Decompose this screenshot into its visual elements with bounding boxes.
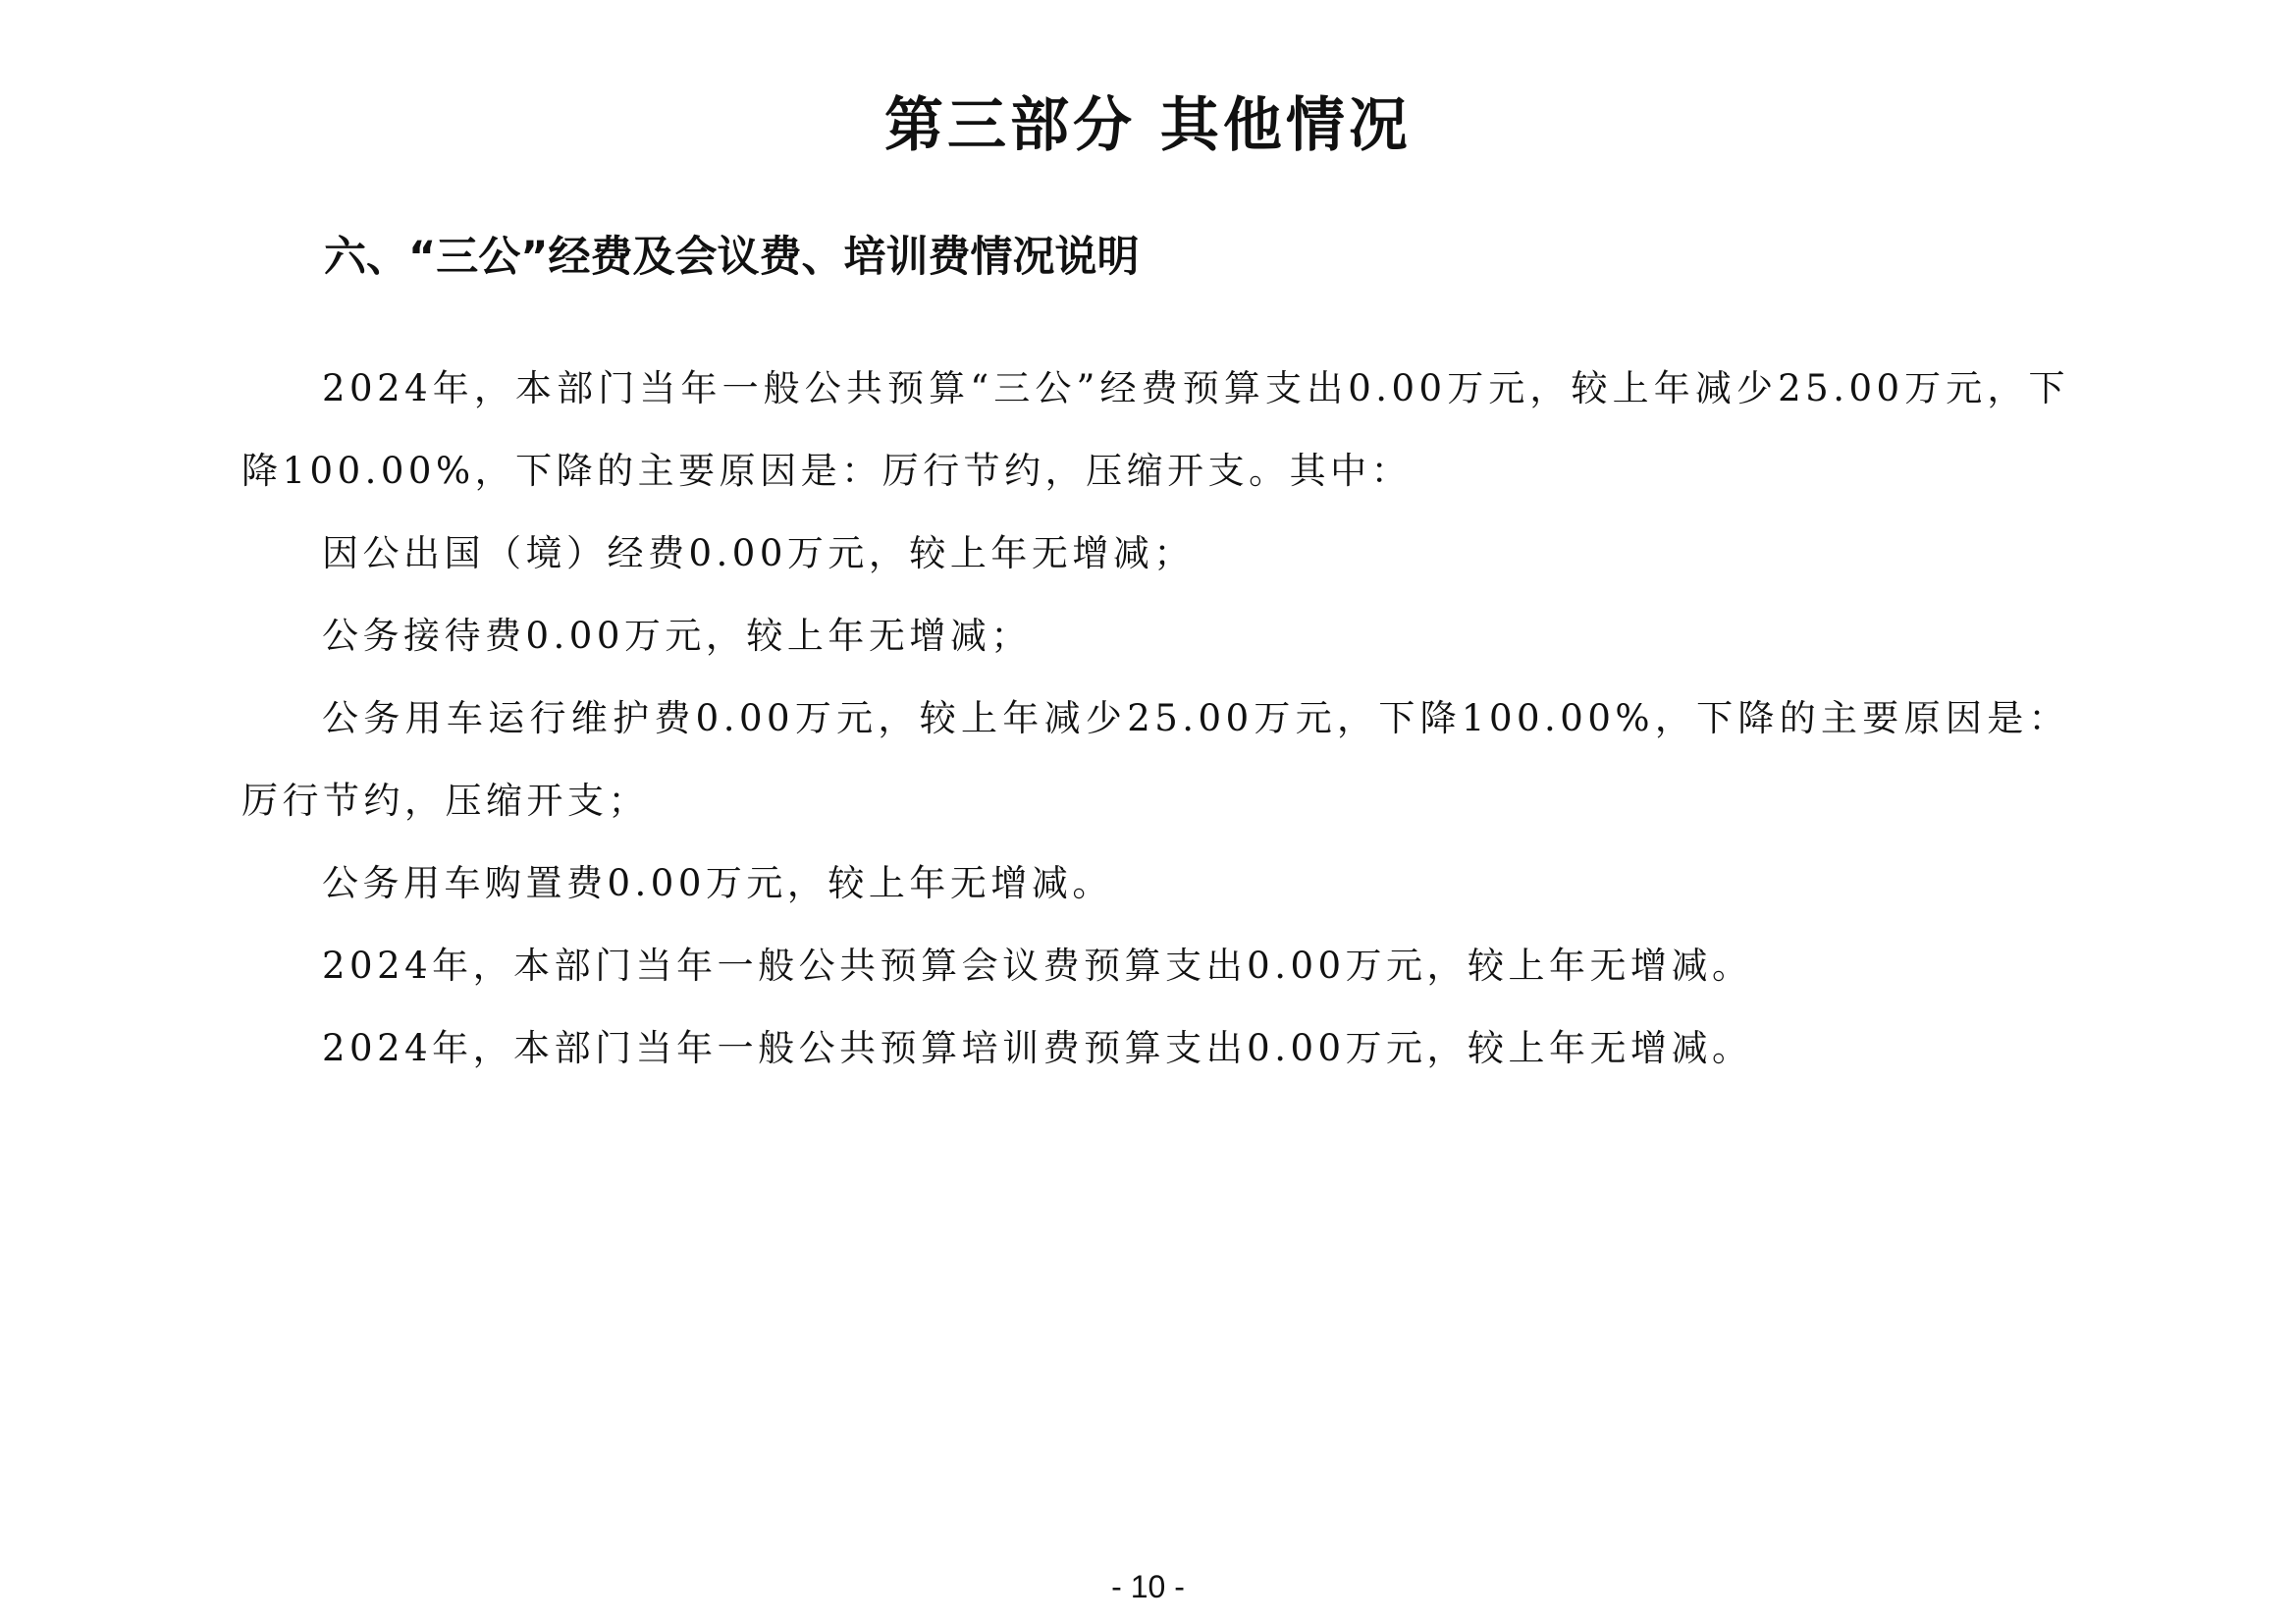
section-heading: 六、“三公”经费及会议费、培训费情况说明 xyxy=(324,233,1140,282)
paragraph-vehicle-purchase: 公务用车购置费0.00万元，较上年无增减。 xyxy=(322,862,1113,904)
paragraph-meeting-fee: 2024年，本部门当年一般公共预算会议费预算支出0.00万元，较上年无增减。 xyxy=(322,945,1753,987)
body-text xyxy=(241,348,2069,1090)
page-number: - 10 - xyxy=(1111,1569,1185,1604)
page-title: 第三部分 其他情况 xyxy=(884,91,1412,160)
paragraph-three-public-summary: 2024年，本部门当年一般公共预算“三公”经费预算支出0.00万元，较上年减少25.00万元，下降100.00%，下降的主要原因是：厉行节约，压缩开支。其中： xyxy=(241,367,2069,492)
paragraph-vehicle-operation: 公务用车运行维护费0.00万元，较上年减少25.00万元，下降100.00%，下降的主要原因是：厉行节约，压缩开支； xyxy=(241,697,2069,822)
paragraph-training-fee: 2024年，本部门当年一般公共预算培训费预算支出0.00万元，较上年无增减。 xyxy=(322,1027,1753,1069)
paragraph-reception: 公务接待费0.00万元，较上年无增减； xyxy=(322,615,1032,657)
paragraph-overseas-travel: 因公出国（境）经费0.00万元，较上年无增减； xyxy=(322,532,1195,574)
